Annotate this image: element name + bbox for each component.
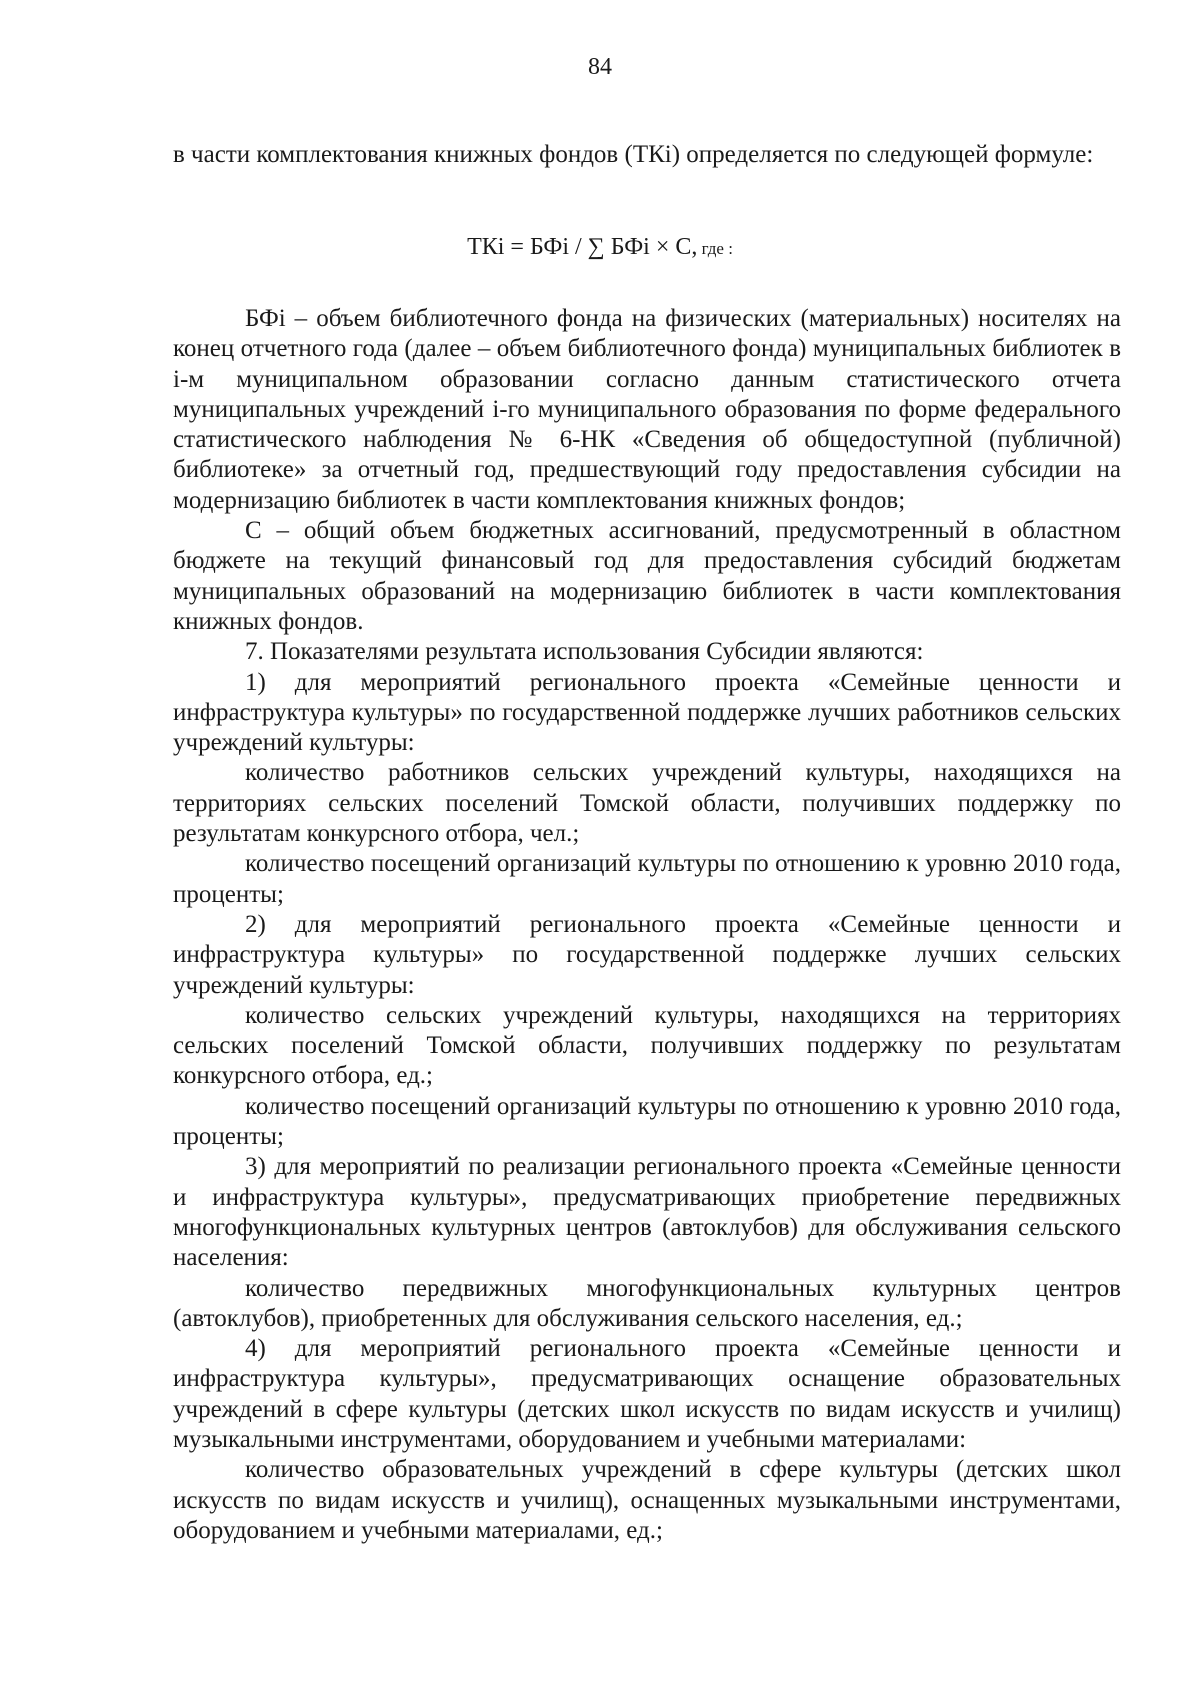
paragraph: количество посещений организаций культуры по отношению к уровню 2010 года, проценты; [173,850,1121,908]
paragraph: количество работников сельских учреждений культуры, находящихся на территориях сельских поселений Томской области, получивших поддержку по результатам конкурсного отбора, чел.; [173,759,1121,848]
formula [0,234,1200,261]
paragraph: количество образовательных учреждений в сфере культуры (детских школ искусств по видам искусств и училищ), оснащенных музыкальными инструментами, оборудованием и учебными материалами, ед.; [173,1456,1121,1544]
paragraph: 3) для мероприятий по реализации регионального проекта «Семейные ценности и инфраструктура культуры», предусматривающих приобретение передвижных многофункциональных культурных центров (автоклубов) для обслуживания сельского населения: [173,1153,1121,1272]
formula-where: где : [697,239,733,258]
paragraph: 2) для мероприятий регионального проекта «Семейные ценности и инфраструктура культуры» по государственной поддержке лучших сельских учреждений культуры: [173,910,1121,999]
paragraph: 1) для мероприятий регионального проекта «Семейные ценности и инфраструктура культуры» по государственной поддержке лучших работников сельских учреждений культуры: [173,668,1121,757]
paragraph: количество сельских учреждений культуры, находящихся на территориях сельских поселений Томской области, получивших поддержку по результатам конкурсного отбора, ед.; [173,1001,1121,1090]
formula-expression: ТКi = БФi / ∑ БФi × С, [467,234,698,260]
page-number: 84 [588,54,612,80]
paragraph: количество передвижных многофункциональных культурных центров (автоклубов), приобретенных для обслуживания сельского населения, ед.; [173,1274,1121,1332]
paragraph: 7. Показателями результата использования Субсидии являются: [245,638,924,666]
intro-paragraph: в части комплектования книжных фондов (ТКi) определяется по следующей формуле: [173,141,1094,168]
paragraph: БФi – объем библиотечного фонда на физических (материальных) носителях на конец отчетного года (далее – объем библиотечного фонда) муниципальных библиотек в i-м муниципальном образовании согласно данным статистического отчета муниципальных учреждений i-го муниципального образования по форме федерального статистического наблюдения № 6-НК «Сведения об общедоступной (публичной) библиотеке» за отчетный год, предшествующий году предоставления субсидии на модернизацию библиотек в части комплектования книжных фондов; [173,305,1121,514]
paragraph: С – общий объем бюджетных ассигнований, предусмотренный в областном бюджете на текущий финансовый год для предоставления субсидий бюджетам муниципальных образований на модернизацию библиотек в части комплектования книжных фондов. [173,517,1121,635]
body-text [173,304,1121,1546]
paragraph: 4) для мероприятий регионального проекта «Семейные ценности и инфраструктура культуры», предусматривающих оснащение образовательных учреждений в сфере культуры (детских школ искусств по видам искусств и училищ) музыкальными инструментами, оборудованием и учебными материалами: [173,1335,1121,1453]
paragraph: количество посещений организаций культуры по отношению к уровню 2010 года, проценты; [173,1092,1121,1151]
